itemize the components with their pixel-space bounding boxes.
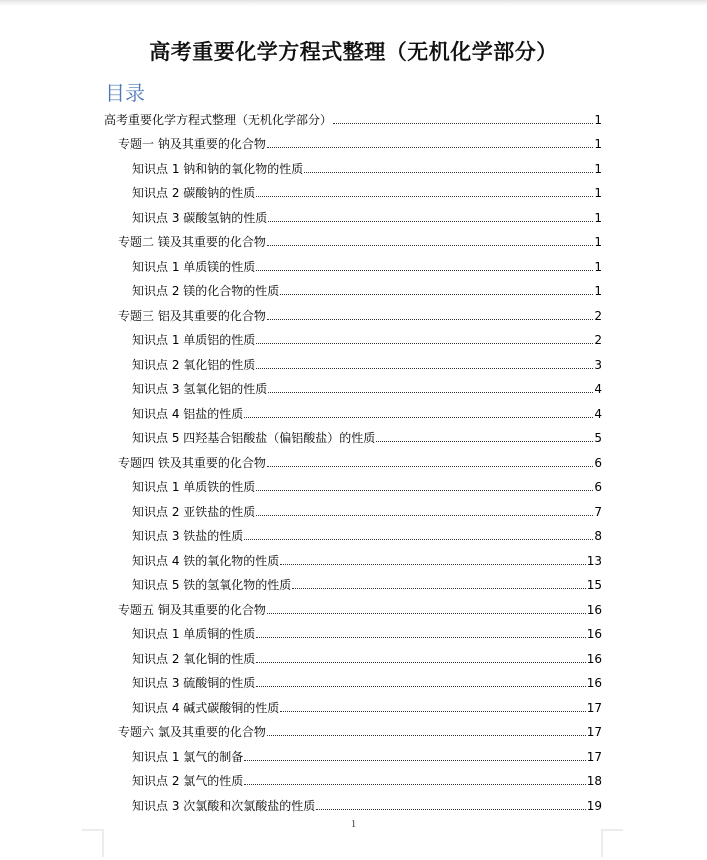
toc-entry-label: 知识点 2 氯气的性质 (132, 774, 244, 788)
toc-entry-label: 知识点 3 硫酸铜的性质 (132, 676, 256, 690)
toc-entry[interactable] (104, 202, 602, 227)
document-title: 高考重要化学方程式整理（无机化学部分） (149, 40, 558, 65)
toc-entry-page: 4 (594, 382, 602, 396)
toc-entry-page: 13 (586, 553, 602, 568)
toc-entry-label: 知识点 3 铁盐的性质 (132, 529, 244, 543)
margin-crop-mark-right (601, 829, 623, 857)
toc-entry-page: 3 (594, 357, 602, 372)
toc-entry-label: 知识点 1 单质镁的性质 (132, 259, 256, 274)
toc-entry-label: 高考重要化学方程式整理（无机化学部分） (104, 112, 333, 127)
toc-entry-label: 专题五 铜及其重要的化合物 (118, 602, 266, 617)
dot-leader (280, 564, 585, 565)
toc-entry-page: 5 (594, 431, 602, 445)
dot-leader (256, 368, 593, 369)
dot-leader (256, 686, 585, 687)
dot-leader (244, 539, 593, 540)
toc-entry-page: 8 (594, 529, 602, 543)
toc-entry-label: 知识点 1 单质铜的性质 (132, 627, 256, 641)
margin-crop-mark-left (82, 829, 104, 857)
toc-entry-page: 1 (594, 161, 602, 176)
toc-entry[interactable] (104, 741, 602, 766)
dot-leader (280, 711, 585, 712)
toc-entry-label: 知识点 2 碳酸钠的性质 (132, 186, 256, 200)
toc-entry-page: 1 (594, 235, 602, 249)
dot-leader (267, 735, 586, 736)
toc-entry[interactable] (104, 472, 602, 497)
toc-entry-label: 知识点 4 碱式碳酸铜的性质 (132, 700, 280, 715)
toc-entry-page: 1 (594, 112, 602, 127)
toc-entry-label: 知识点 5 铁的氢氧化物的性质 (132, 578, 292, 592)
toc-entry-page: 18 (586, 774, 602, 788)
toc-entry[interactable] (104, 398, 602, 423)
toc-entry-label: 知识点 1 单质铝的性质 (132, 333, 256, 347)
dot-leader (280, 294, 593, 295)
toc-entry[interactable] (104, 276, 602, 301)
toc-entry-page: 17 (586, 749, 602, 764)
toc-entry[interactable] (104, 178, 602, 203)
toc-entry[interactable] (104, 153, 602, 178)
dot-leader (267, 245, 594, 246)
toc-entry-label: 知识点 2 氧化铝的性质 (132, 357, 256, 372)
toc-entry-label: 专题三 铝及其重要的化合物 (118, 308, 266, 323)
toc-entry-label: 知识点 1 氯气的制备 (132, 749, 244, 764)
toc-entry-page: 7 (594, 504, 602, 519)
dot-leader (244, 760, 585, 761)
toc-entry-label: 专题二 镁及其重要的化合物 (118, 235, 266, 249)
toc-entry[interactable] (104, 374, 602, 399)
toc-entry-label: 知识点 3 次氯酸和次氯酸盐的性质 (132, 798, 316, 813)
toc-entry[interactable] (104, 545, 602, 570)
dot-leader (267, 613, 586, 614)
dot-leader (256, 270, 593, 271)
dot-leader (256, 515, 593, 516)
toc-entry-label: 专题一 钠及其重要的化合物 (118, 137, 266, 151)
toc-entry-page: 16 (586, 602, 602, 617)
toc-entry[interactable] (104, 349, 602, 374)
toc-entry-label: 知识点 4 铁的氧化物的性质 (132, 553, 280, 568)
toc-entry[interactable] (104, 227, 602, 252)
toc-entry[interactable] (104, 790, 602, 815)
toc-entry-page: 6 (594, 480, 602, 494)
dot-leader (256, 490, 593, 491)
toc-entry-label: 知识点 3 氢氧化铝的性质 (132, 382, 268, 396)
toc-entry-page: 15 (586, 578, 602, 592)
toc-entry-label: 专题四 铁及其重要的化合物 (118, 455, 266, 470)
dot-leader (292, 588, 585, 589)
table-of-contents (104, 104, 602, 815)
toc-entry-label: 知识点 4 铝盐的性质 (132, 406, 244, 421)
toc-entry-label: 知识点 2 镁的化合物的性质 (132, 284, 280, 298)
toc-entry-page: 17 (586, 725, 602, 739)
toc-entry-page: 1 (594, 284, 602, 298)
dot-leader (376, 441, 593, 442)
toc-entry-page: 1 (594, 137, 602, 151)
toc-entry-label: 专题六 氯及其重要的化合物 (118, 725, 266, 739)
dot-leader (268, 221, 593, 222)
toc-entry-page: 6 (594, 455, 602, 470)
dot-leader (244, 784, 585, 785)
dot-leader (304, 172, 593, 173)
dot-leader (316, 809, 585, 810)
page-top-edge-shadow (0, 0, 707, 6)
toc-entry-page: 19 (586, 798, 602, 813)
dot-leader (256, 343, 593, 344)
toc-entry-page: 4 (594, 406, 602, 421)
dot-leader (256, 196, 593, 197)
toc-entry[interactable] (104, 570, 602, 595)
toc-entry[interactable] (104, 104, 602, 129)
toc-entry[interactable] (104, 496, 602, 521)
toc-entry[interactable] (104, 668, 602, 693)
dot-leader (267, 466, 594, 467)
dot-leader (244, 417, 593, 418)
toc-entry-label: 知识点 5 四羟基合铝酸盐（偏铝酸盐）的性质 (132, 431, 376, 445)
dot-leader (268, 392, 593, 393)
toc-entry-page: 1 (594, 259, 602, 274)
dot-leader (333, 123, 593, 124)
toc-entry[interactable] (104, 423, 602, 448)
toc-entry[interactable] (104, 447, 602, 472)
toc-entry-label: 知识点 2 亚铁盐的性质 (132, 504, 256, 519)
toc-entry[interactable] (104, 251, 602, 276)
toc-entry-label: 知识点 3 碳酸氢钠的性质 (132, 210, 268, 225)
toc-entry[interactable] (104, 300, 602, 325)
toc-entry[interactable] (104, 619, 602, 644)
footer-page-number: 1 (350, 818, 357, 830)
toc-entry-page: 1 (594, 186, 602, 200)
dot-leader (256, 637, 585, 638)
toc-entry-page: 2 (594, 333, 602, 347)
toc-entry[interactable] (104, 594, 602, 619)
toc-entry-page: 1 (594, 210, 602, 225)
toc-entry-label: 知识点 2 氧化铜的性质 (132, 651, 256, 666)
dot-leader (267, 147, 594, 148)
toc-entry[interactable] (104, 325, 602, 350)
toc-entry-label: 知识点 1 单质铁的性质 (132, 480, 256, 494)
toc-entry[interactable] (104, 766, 602, 791)
dot-leader (267, 319, 594, 320)
toc-entry[interactable] (104, 521, 602, 546)
toc-entry[interactable] (104, 129, 602, 154)
toc-heading: 目录 (105, 81, 145, 105)
toc-entry-page: 16 (586, 676, 602, 690)
dot-leader (256, 662, 585, 663)
toc-entry[interactable] (104, 717, 602, 742)
toc-entry-page: 16 (586, 651, 602, 666)
toc-entry-page: 2 (594, 308, 602, 323)
toc-entry[interactable] (104, 692, 602, 717)
toc-entry[interactable] (104, 643, 602, 668)
toc-entry-page: 17 (586, 700, 602, 715)
toc-entry-label: 知识点 1 钠和钠的氧化物的性质 (132, 161, 304, 176)
toc-entry-page: 16 (586, 627, 602, 641)
